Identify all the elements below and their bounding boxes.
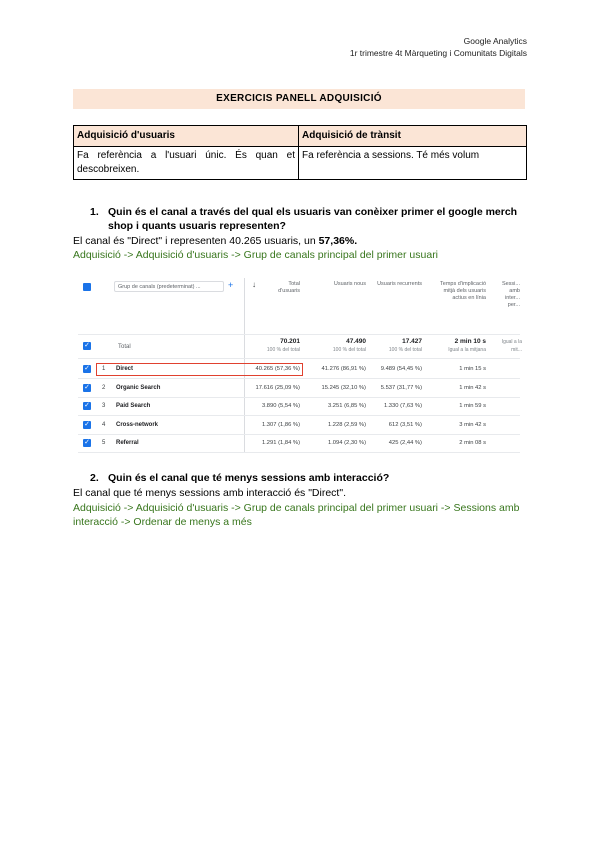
question-1-number: 1. [90, 206, 99, 218]
divider [78, 358, 520, 359]
row-cell: 17.616 (25,09 %) [255, 384, 300, 391]
row-channel-name[interactable]: Organic Search [116, 384, 161, 391]
row-cell: 1 min 15 s [459, 366, 486, 372]
question-2-number: 2. [90, 472, 99, 484]
row-cell: 1.330 (7,63 %) [383, 403, 422, 409]
total-new-users: 47.490 100 % del total [332, 338, 366, 353]
row-cell: 3.251 (6,85 %) [327, 403, 366, 409]
row-channel-name[interactable]: Paid Search [116, 403, 151, 409]
row-number: 5 [102, 440, 106, 446]
dimension-dropdown[interactable]: Grup de canals (predeterminat) ... [114, 281, 224, 292]
checkbox-checked-icon[interactable]: ✓ [84, 342, 90, 349]
row-cell: 15.245 (32,10 %) [321, 384, 366, 391]
checkbox-checked-icon[interactable]: ✓ [84, 420, 90, 428]
col-header-total-users[interactable]: Total d'usuaris [278, 281, 300, 294]
answer-1-text: El canal és "Direct" i representen 40.265 usuaris, un [73, 235, 319, 247]
row-channel-name[interactable]: Direct [116, 366, 134, 372]
row-cell: 3 min 42 s [459, 421, 486, 428]
row-number: 3 [102, 403, 106, 409]
row-number: 2 [102, 384, 106, 391]
divider [78, 378, 520, 379]
col2-text: Fa referència a sessions. Té més volum [299, 147, 527, 180]
question-1-text: Quin és el canal a través del qual els usuaris van conèixer primer el google merch shop i quants usuaris representen? [108, 206, 518, 232]
total-engagement-time: 2 min 10 s Igual a la mitjana [448, 338, 486, 353]
col1-text: Fa referència a l'usuari únic. És quan et descobreixen. [74, 147, 299, 180]
highlight-box [96, 363, 303, 376]
col2-title: Adquisició de trànsit [299, 126, 527, 147]
divider [78, 452, 520, 453]
divider [78, 415, 520, 416]
total-label: Total [118, 344, 131, 350]
row-cell: 1 min 59 s [459, 403, 486, 409]
question-2 [90, 471, 526, 485]
ga-report-screenshot [78, 278, 520, 453]
divider [78, 334, 520, 335]
answer-1 [73, 234, 528, 248]
checkbox-checked-icon[interactable]: ✓ [84, 383, 90, 391]
checkbox-checked-icon[interactable]: ✓ [84, 439, 90, 446]
row-cell: 2 min 08 s [459, 440, 486, 446]
col1-title: Adquisició d'usuaris [74, 126, 299, 147]
total-sessions: Igual a la mit... [501, 339, 522, 353]
row-cell: 1.228 (2,59 %) [327, 421, 366, 428]
divider [78, 434, 520, 435]
plus-icon[interactable]: + [228, 280, 234, 290]
row-cell: 9.489 (54,45 %) [380, 366, 422, 372]
row-cell: 612 (3,51 %) [388, 421, 422, 428]
checkbox-checked-icon[interactable]: ✓ [84, 365, 90, 372]
row-number: 4 [102, 421, 106, 428]
header-course: 1r trimestre 4t Màrqueting i Comunitats Digitals [349, 48, 527, 58]
total-users: 70.201 100 % del total [266, 338, 300, 353]
row-number: 1 [102, 366, 106, 372]
answer-1-percent: 57,36%. [318, 235, 358, 247]
row-cell: 425 (2,44 %) [388, 440, 422, 446]
row-cell: 1.291 (1,84 %) [261, 440, 300, 446]
table-toolbar-icon [83, 283, 91, 291]
total-returning-users: 17.427 100 % del total [388, 338, 422, 353]
row-channel-name[interactable]: Referral [116, 440, 139, 446]
col-header-sessions[interactable]: Sessi... amb inter... per... [501, 281, 520, 308]
checkbox-checked-icon[interactable]: ✓ [84, 402, 90, 409]
row-cell: 5.537 (31,77 %) [380, 384, 422, 391]
page-title: EXERCICIS PANELL ADQUISICIÓ [73, 89, 525, 109]
row-cell: 3.890 (5,54 %) [261, 403, 300, 409]
header-doc-title: Google Analytics [463, 36, 527, 46]
row-cell: 1.307 (1,86 %) [261, 421, 300, 428]
row-cell: 1.094 (2,30 %) [327, 440, 366, 446]
path-2: Adquisició -> Adquisició d'usuaris -> Grup de canals principal del primer usuari -> Sessions amb interacció -> Ordenar de menys a més [73, 502, 520, 528]
arrow-down-icon[interactable]: ↓ [252, 280, 256, 289]
col-header-returning-users[interactable]: Usuaris recurrents [377, 281, 422, 287]
row-cell: 1 min 42 s [459, 384, 486, 391]
row-cell: 40.265 (57,36 %) [255, 366, 300, 372]
row-cell: 41.276 (86,91 %) [321, 366, 366, 372]
col-header-new-users[interactable]: Usuaris nous [333, 281, 366, 287]
question-2-text: Quin és el canal que té menys sessions amb interacció? [108, 472, 390, 484]
definitions-table [73, 125, 527, 180]
answer-2: El canal que té menys sessions amb interacció és "Direct". [73, 487, 346, 499]
row-channel-name[interactable]: Cross-network [116, 421, 159, 428]
divider [78, 397, 520, 398]
path-1: Adquisició -> Adquisició d'usuaris -> Grup de canals principal del primer usuari [73, 249, 439, 261]
question-1 [90, 205, 526, 233]
col-header-engagement-time[interactable]: Temps d'implicació mitjà dels usuaris actius en línia [440, 281, 486, 301]
